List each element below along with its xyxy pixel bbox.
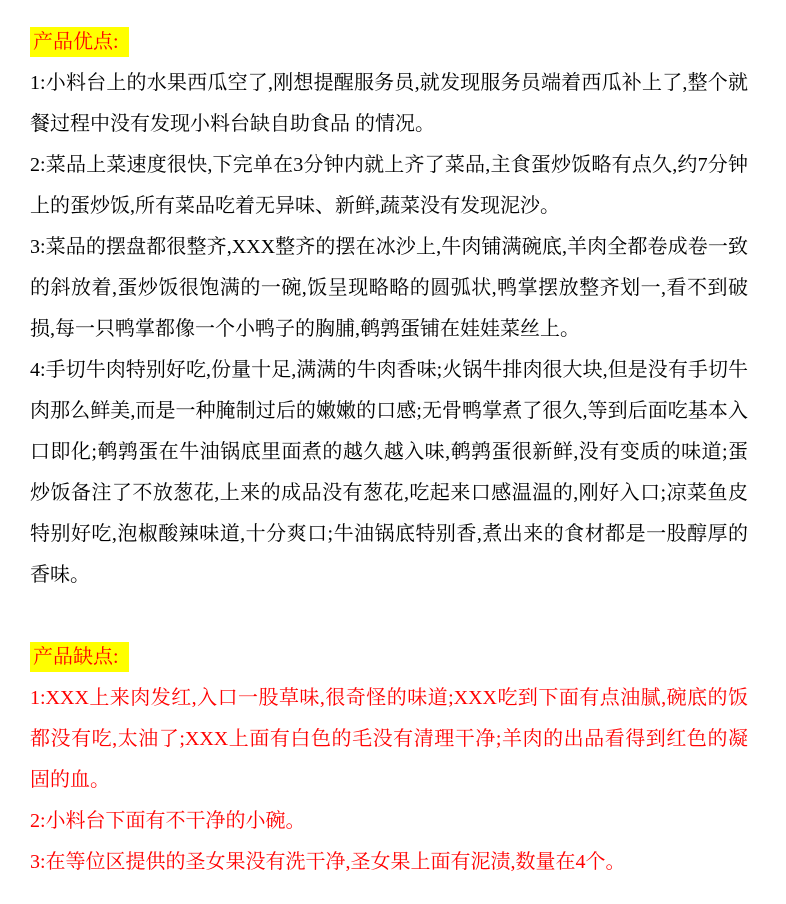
disadvantages-heading-highlight: 产品缺点:: [30, 642, 129, 672]
section-heading-disadvantages: [30, 637, 748, 678]
advantages-paragraph-4: 4:手切牛肉特别好吃,份量十足,满满的牛肉香味;火锅牛排肉很大块,但是没有手切牛肉那么鲜美,而是一种腌制过后的嫩嫩的口感;无骨鸭掌煮了很久,等到后面吃基本入口即化;鹌鹑蛋在牛油锅底里面煮的越久越入味,鹌鹑蛋很新鲜,没有变质的味道;蛋炒饭备注了不放葱花,上来的成品没有葱花,吃起来口感温温的,刚好入口;凉菜鱼皮特别好吃,泡椒酸辣味道,十分爽口;牛油锅底特别香,煮出来的食材都是一股醇厚的香味。: [30, 359, 748, 586]
advantages-paragraph-3: 3:菜品的摆盘都很整齐,XXX整齐的摆在冰沙上,牛肉铺满碗底,羊肉全都卷成卷一致的斜放着,蛋炒饭很饱满的一碗,饭呈现略略的圆弧状,鸭掌摆放整齐划一,看不到破损,每一只鸭掌都像一个小鸭子的胸脯,鹌鹑蛋铺在娃娃菜丝上。: [30, 236, 748, 340]
section-advantages: [30, 22, 748, 596]
section-heading-advantages: [30, 22, 748, 63]
section-disadvantages: [30, 637, 748, 883]
advantages-paragraph-2: 2:菜品上菜速度很快,下完单在3分钟内就上齐了菜品,主食蛋炒饭略有点久,约7分钟上的蛋炒饭,所有菜品吃着无异味、新鲜,蔬菜没有发现泥沙。: [30, 154, 748, 217]
disadvantages-paragraph-1: 1:XXX上来肉发红,入口一股草味,很奇怪的味道;XXX吃到下面有点油腻,碗底的饭都没有吃,太油了;XXX上面有白色的毛没有清理干净;羊肉的出品看得到红色的凝固的血。: [30, 687, 748, 791]
disadvantages-paragraph-2: 2:小料台下面有不干净的小碗。: [30, 810, 306, 832]
disadvantages-paragraph-3: 3:在等位区提供的圣女果没有洗干净,圣女果上面有泥渍,数量在4个。: [30, 851, 626, 873]
advantages-heading-highlight: 产品优点:: [30, 27, 129, 57]
advantages-paragraph-1: 1:小料台上的水果西瓜空了,刚想提醒服务员,就发现服务员端着西瓜补上了,整个就餐过程中没有发现小料台缺自助食品 的情况。: [30, 72, 748, 135]
